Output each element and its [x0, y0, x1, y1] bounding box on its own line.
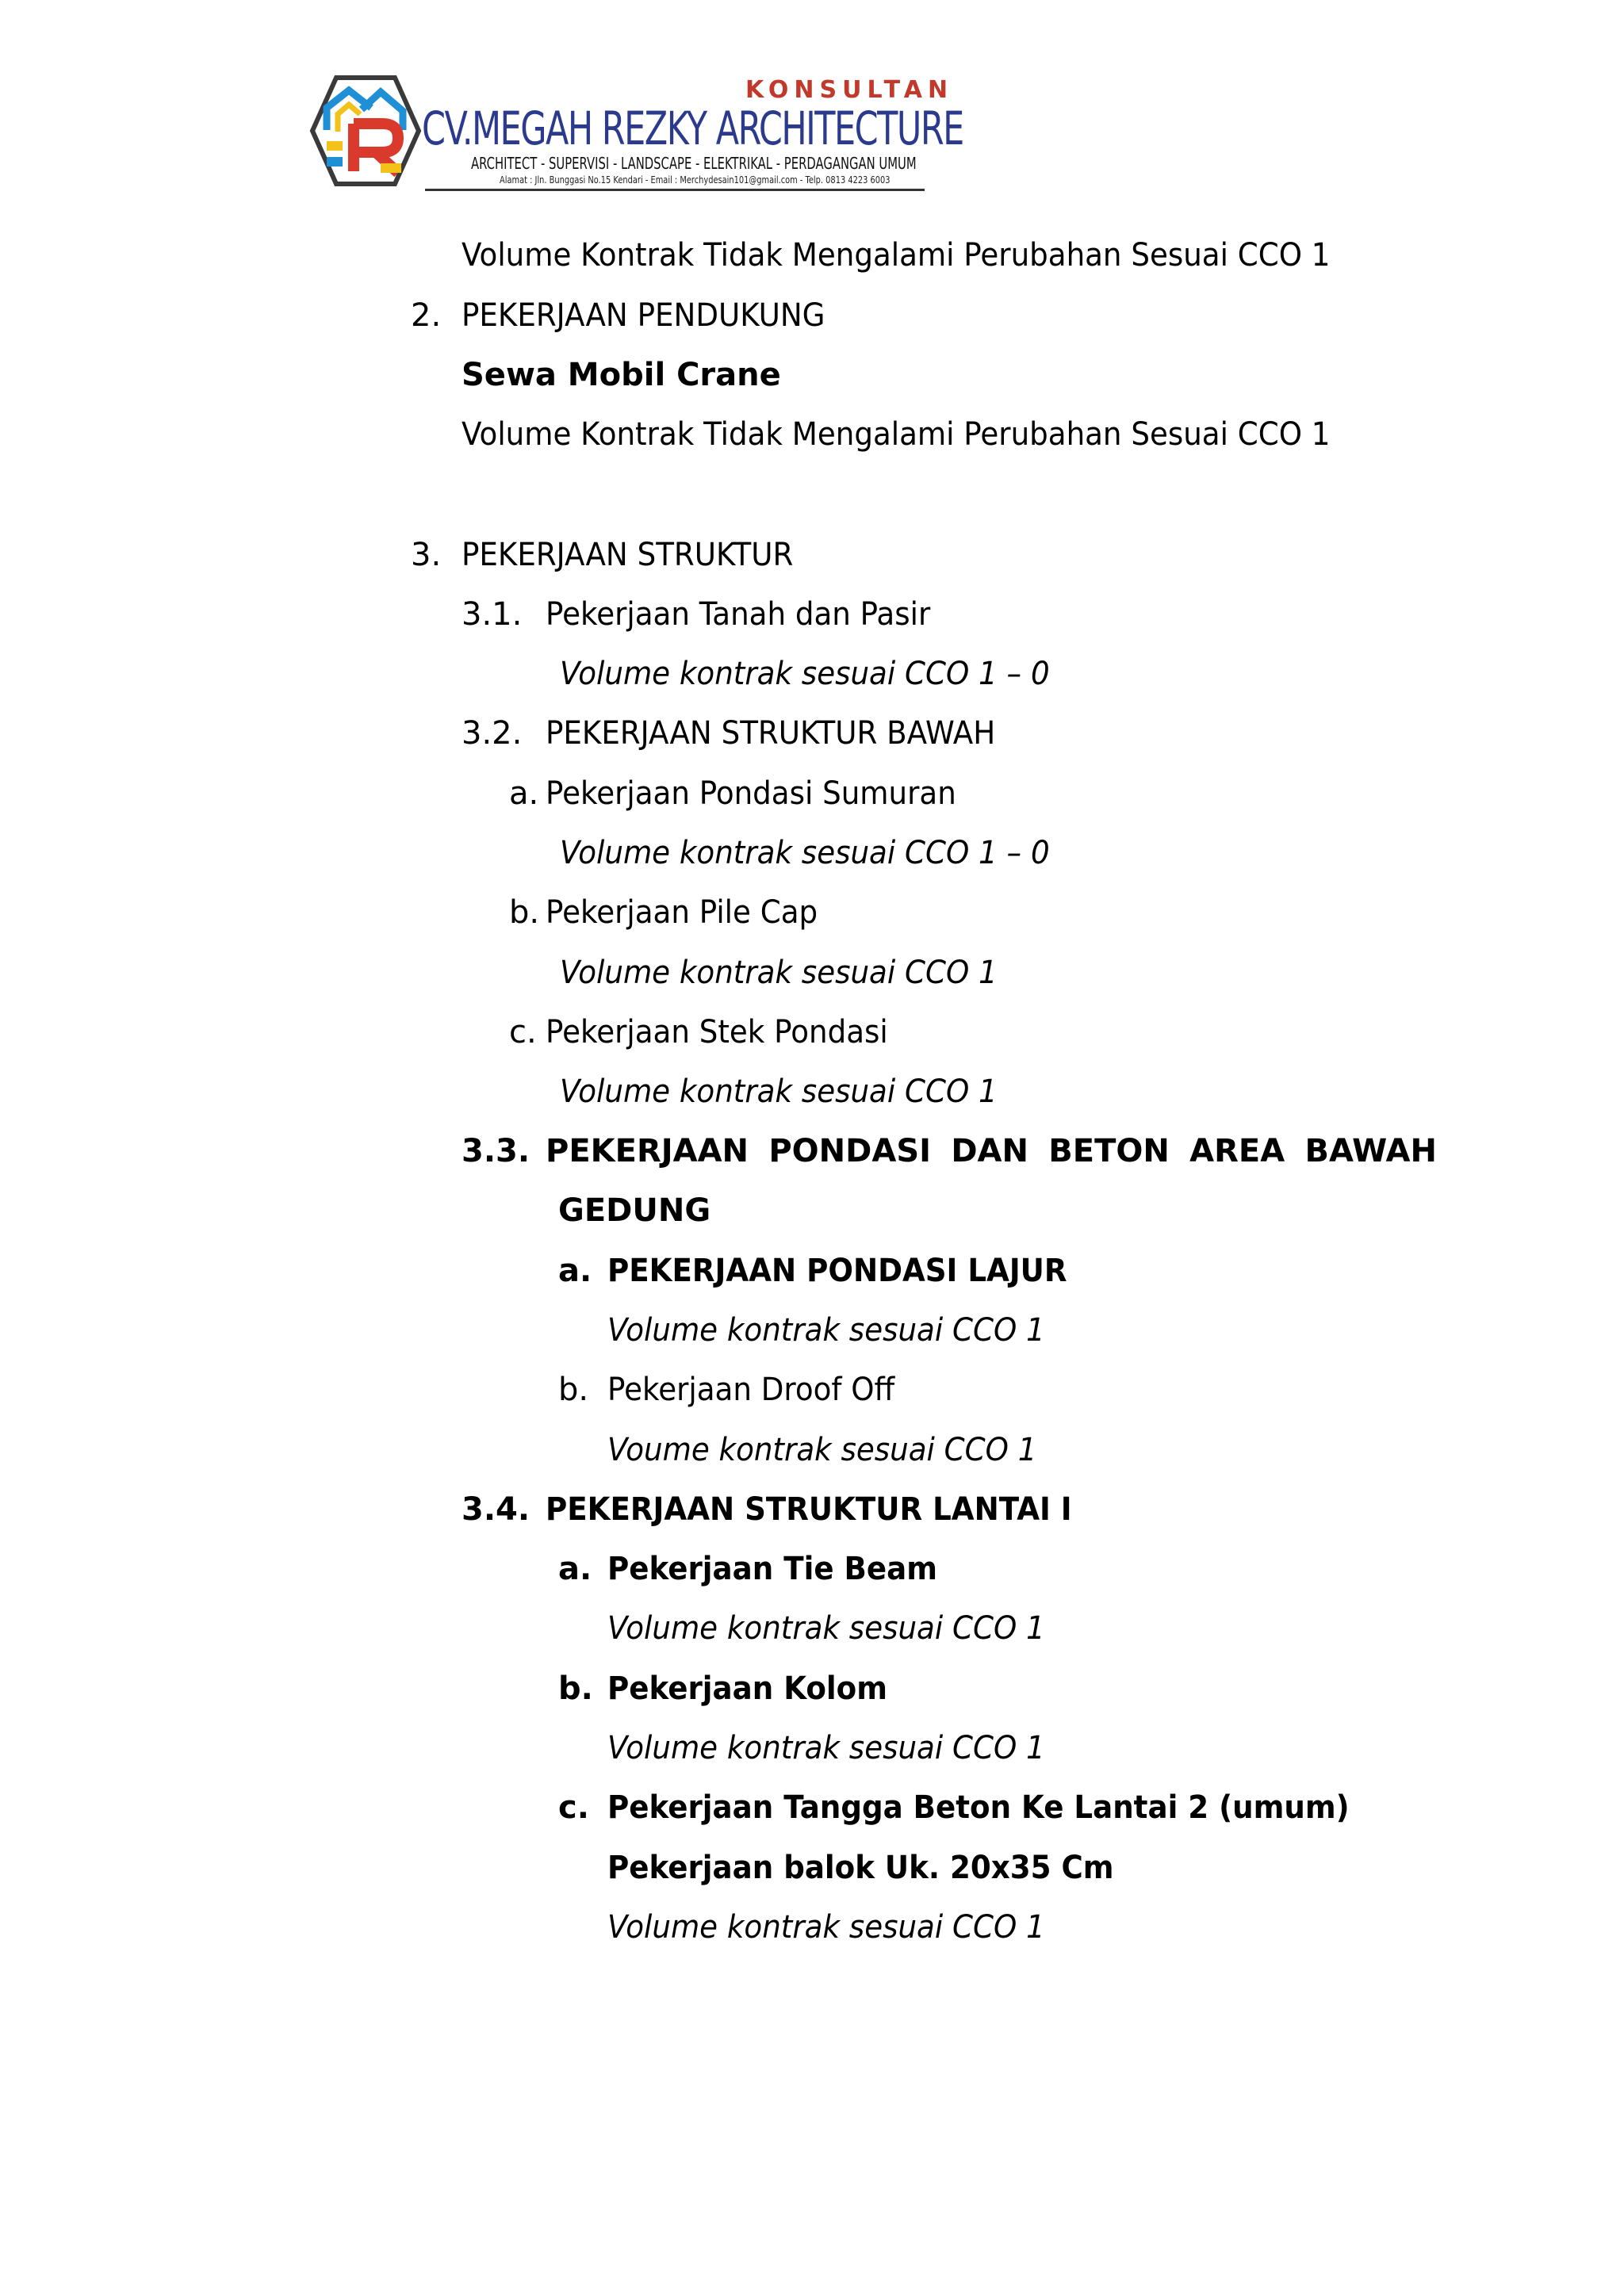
section-3-3-number: 3.3.: [462, 1133, 530, 1169]
house-r-logo-icon: [309, 75, 422, 187]
section-3-4-a-note: Volume kontrak sesuai CCO 1: [607, 1610, 1045, 1647]
section-3-2-b-title: Pekerjaan Pile Cap: [546, 894, 818, 931]
section-3-3-b-title: Pekerjaan Droof Off: [607, 1372, 895, 1408]
section-3-2-c-letter: c.: [509, 1014, 537, 1050]
letterhead-konsultan-label: KONSULTAN: [745, 76, 954, 104]
section-3-1-note: Volume kontrak sesuai CCO 1 – 0: [560, 656, 1050, 692]
section-3-2-b-letter: b.: [509, 894, 540, 931]
section-3-2-a-letter: a.: [509, 775, 539, 812]
section-3-2-number: 3.2.: [462, 715, 523, 752]
section-3-3-a-title: PEKERJAAN PONDASI LAJUR: [607, 1253, 1067, 1289]
section-3-2-a-note: Volume kontrak sesuai CCO 1 – 0: [560, 835, 1050, 871]
section-2-title: PEKERJAAN PENDUKUNG: [462, 297, 825, 334]
letterhead-company-name: CV.MEGAH REZKY ARCHITECTURE: [422, 101, 963, 155]
section-3-3-title-word: PONDASI: [768, 1133, 932, 1169]
section-3-3-title-word: DAN: [951, 1133, 1028, 1169]
section-3-2-b-note: Volume kontrak sesuai CCO 1: [560, 955, 998, 991]
section-3-4-c-title-2: Pekerjaan balok Uk. 20x35 Cm: [607, 1850, 1114, 1886]
section-2-number: 2.: [411, 297, 442, 334]
section-3-4-a-letter: a.: [558, 1551, 592, 1587]
section-3-3-title-word: BETON: [1048, 1133, 1170, 1169]
letterhead-divider: [425, 189, 925, 191]
section-3-4-c-title: Pekerjaan Tangga Beton Ke Lantai 2 (umum): [607, 1789, 1350, 1826]
section-3-4-a-title: Pekerjaan Tie Beam: [607, 1551, 937, 1587]
section-3-title: PEKERJAAN STRUKTUR: [462, 537, 794, 573]
section-2-item: Sewa Mobil Crane: [462, 357, 781, 393]
section-3-3-b-letter: b.: [558, 1372, 589, 1408]
section-3-2-c-title: Pekerjaan Stek Pondasi: [546, 1014, 888, 1050]
section-3-1-number: 3.1.: [462, 596, 523, 633]
section-3-3-title-word: AREA: [1189, 1133, 1285, 1169]
section-3-3-title: [546, 1132, 1437, 1170]
section-3-4-c-letter: c.: [558, 1789, 589, 1826]
letterhead-services: ARCHITECT - SUPERVISI - LANDSCAPE - ELEKTRIKAL - PERDAGANGAN UMUM: [471, 154, 917, 173]
section-3-1-title: Pekerjaan Tanah dan Pasir: [546, 596, 931, 633]
section-3-number: 3.: [411, 537, 442, 573]
section-3-3-title-cont: GEDUNG: [558, 1192, 711, 1229]
letterhead-address: Alamat : Jln. Bunggasi No.15 Kendari - Email : Merchydesain101@gmail.com - Telp. 0813 4223 6003: [500, 174, 891, 186]
section-3-4-number: 3.4.: [462, 1491, 530, 1528]
section-3-4-b-note: Volume kontrak sesuai CCO 1: [607, 1730, 1045, 1766]
section-3-3-a-note: Volume kontrak sesuai CCO 1: [607, 1312, 1045, 1349]
section-3-3-title-word: BAWAH: [1304, 1133, 1437, 1169]
section-3-4-c-note: Volume kontrak sesuai CCO 1: [607, 1909, 1045, 1946]
section-2-note: Volume Kontrak Tidak Mengalami Perubahan Sesuai CCO 1: [462, 416, 1331, 453]
section-3-3-b-note: Voume kontrak sesuai CCO 1: [607, 1432, 1037, 1468]
section-3-3-title-word: PEKERJAAN: [546, 1133, 749, 1169]
section-3-3-a-letter: a.: [558, 1253, 592, 1289]
section-3-2-title: PEKERJAAN STRUKTUR BAWAH: [546, 715, 996, 752]
section-3-4-b-title: Pekerjaan Kolom: [607, 1670, 888, 1707]
section-3-2-c-note: Volume kontrak sesuai CCO 1: [560, 1073, 998, 1110]
letterhead: [309, 75, 963, 201]
cco-note-line: Volume Kontrak Tidak Mengalami Perubahan Sesuai CCO 1: [462, 237, 1331, 274]
section-3-4-title: PEKERJAAN STRUKTUR LANTAI I: [546, 1491, 1072, 1528]
section-3-4-b-letter: b.: [558, 1670, 593, 1707]
section-3-2-a-title: Pekerjaan Pondasi Sumuran: [546, 775, 956, 812]
